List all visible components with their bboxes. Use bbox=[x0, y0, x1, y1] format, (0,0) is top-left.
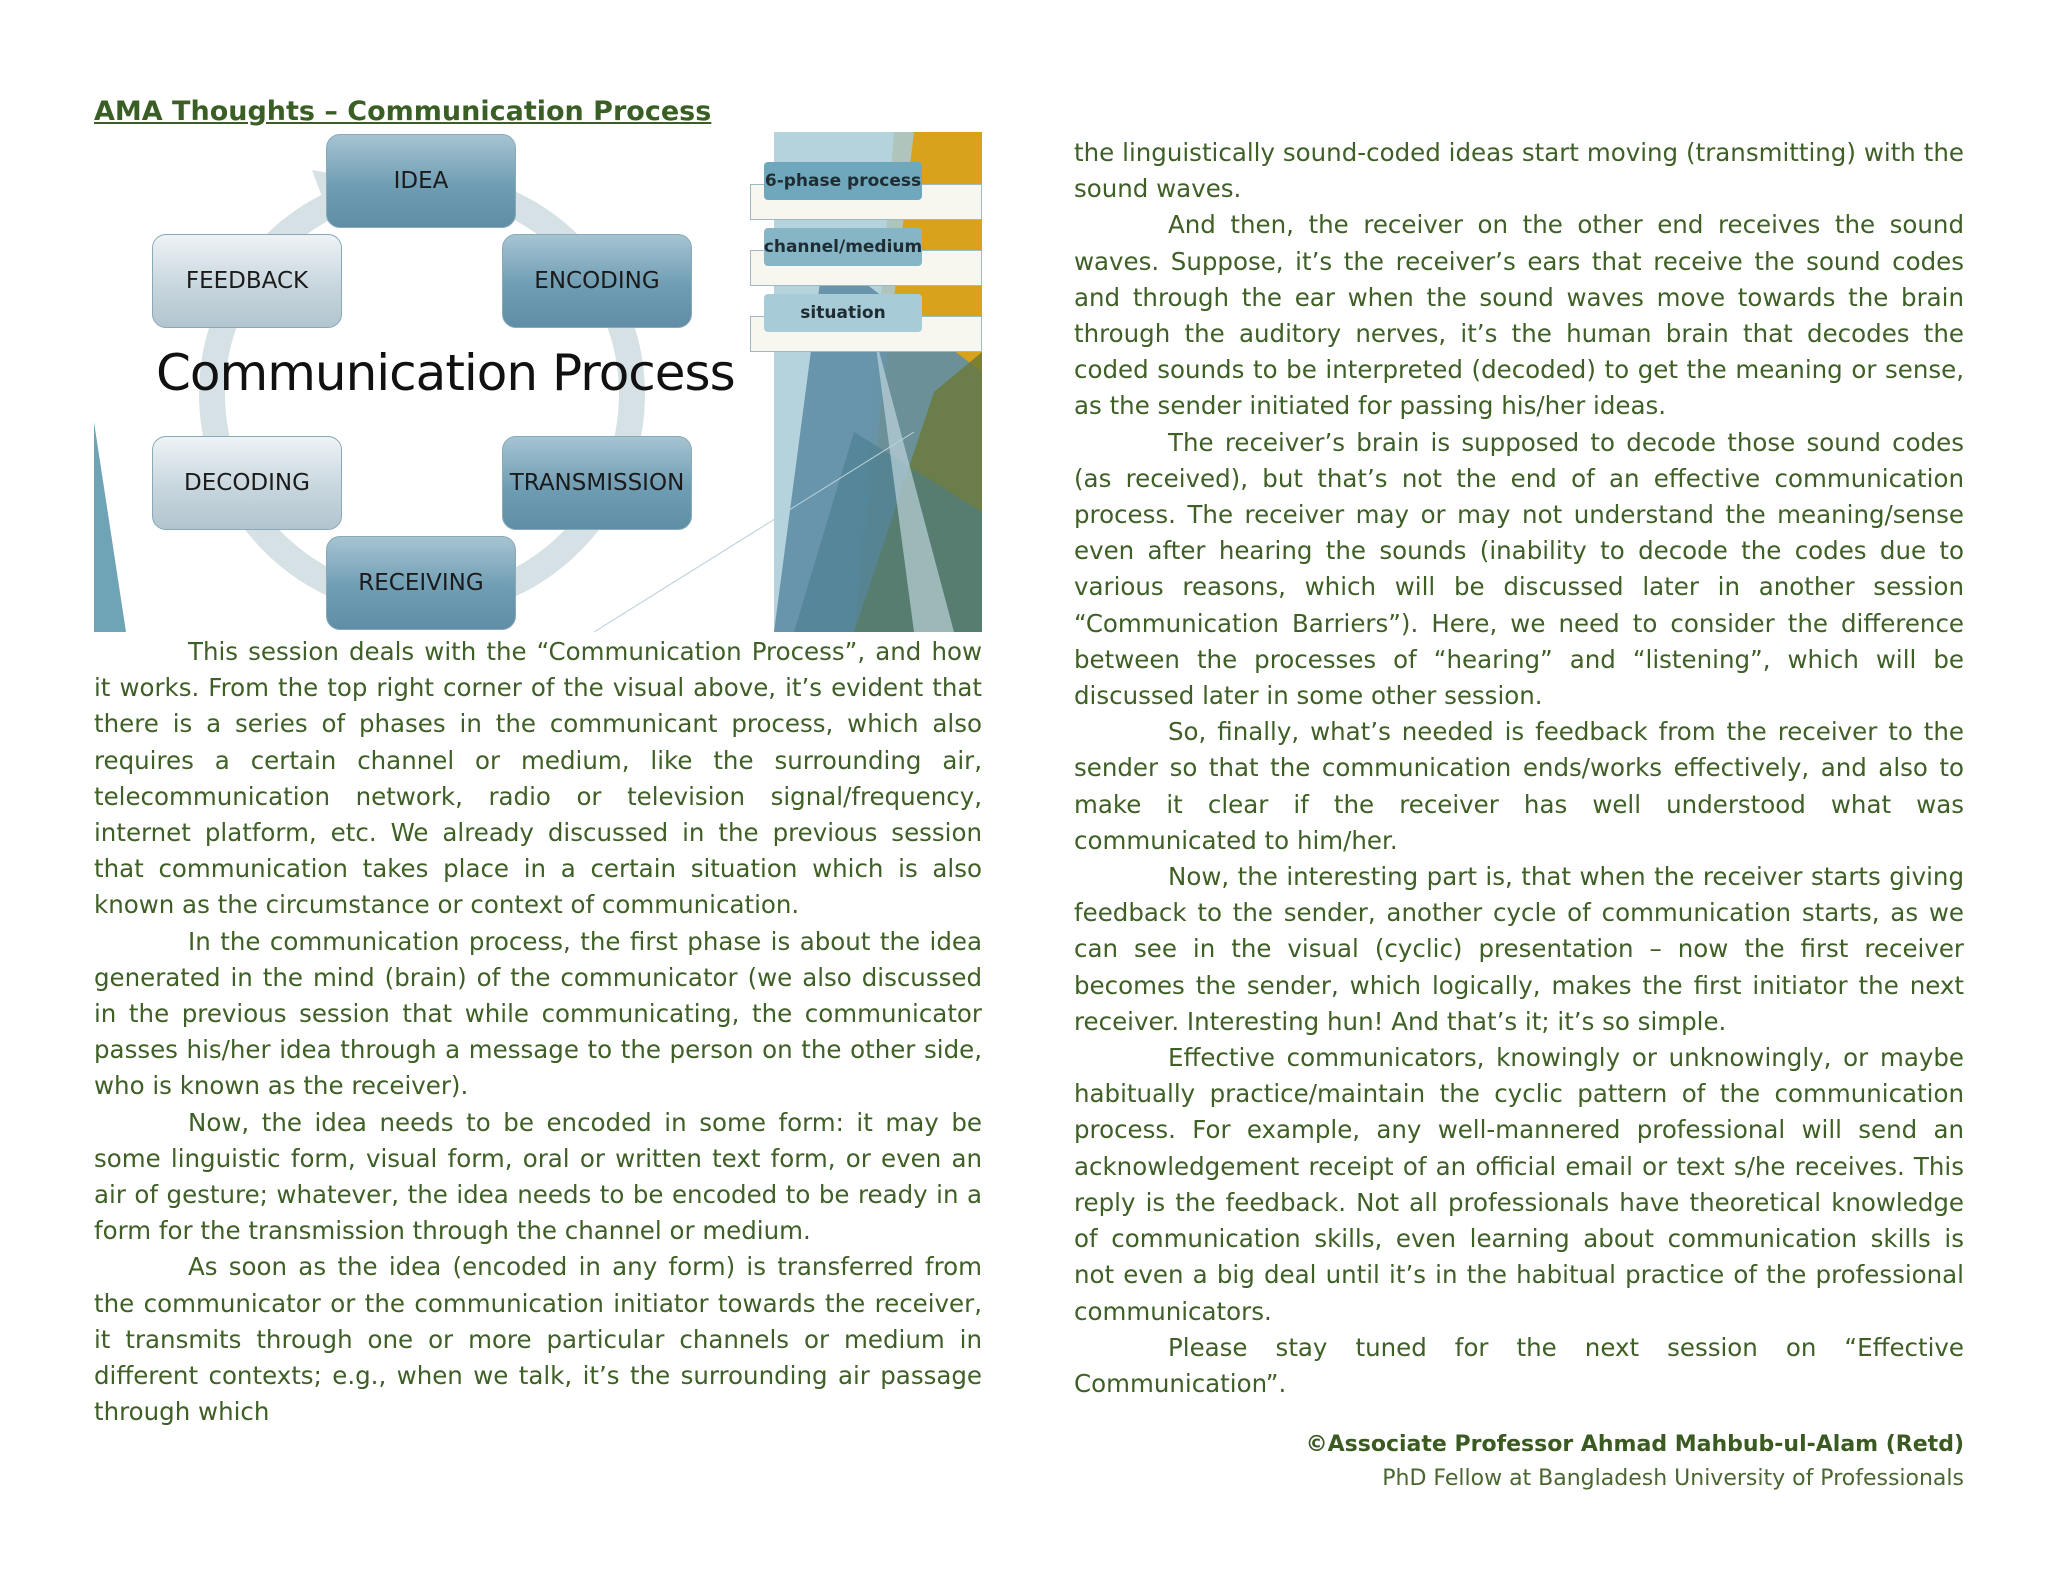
author-name: ©Associate Professor Ahmad Mahbub-ul-Alam (Retd) bbox=[1305, 1432, 1964, 1457]
phase-transmission: TRANSMISSION bbox=[502, 436, 692, 530]
phase-receiving: RECEIVING bbox=[326, 536, 516, 630]
right-column bbox=[1074, 135, 1964, 1402]
tag-channel-medium: channel/medium bbox=[764, 228, 922, 266]
phase-feedback: FEEDBACK bbox=[152, 234, 342, 328]
left-paragraph-3: Now, the idea needs to be encoded in some form: it may be some linguistic form, visual form, oral or written text form, or even an air of gesture; whatever, the idea needs to be encoded to be ready in a form for the transmission through the channel or medium. bbox=[94, 1107, 982, 1246]
tag-6-phase-process: 6-phase process bbox=[764, 162, 922, 200]
right-paragraph-3: So, finally, what’s needed is feedback from the receiver to the sender so that the communication ends/works effectively, and also to make it clear if the receiver has well understood what was communicated to him/her. bbox=[1074, 717, 1964, 855]
tag-situation: situation bbox=[764, 294, 922, 332]
left-column bbox=[94, 634, 982, 1430]
phase-idea: IDEA bbox=[326, 134, 516, 228]
right-paragraph-6: Please stay tuned for the next session on “Effective Communication”. bbox=[1074, 1332, 1964, 1398]
author-affiliation: PhD Fellow at Bangladesh University of Professionals bbox=[1382, 1466, 1964, 1491]
communication-process-diagram bbox=[94, 132, 982, 632]
right-paragraph-5: Effective communicators, knowingly or unknowingly, or maybe habitually practice/maintain the cyclic pattern of the communication process. For example, any well-mannered professional will send an acknowledgement receipt of an official email or text s/he receives. This reply is the feedback. Not all professionals have theoretical knowledge of communication skills, even learning about communication skills is not even a big deal until it’s in the habitual practice of the professional communicators. bbox=[1074, 1043, 1964, 1326]
right-paragraph-1: And then, the receiver on the other end receives the sound waves. Suppose, it’s the receiver’s ears that receive the sound codes and through the ear when the sound waves move towards the brain through the auditory nerves, it’s the human brain that decodes the coded sounds to be interpreted (decoded) to get the meaning or sense, as the sender initiated for passing his/her ideas. bbox=[1074, 210, 1964, 421]
page-title: AMA Thoughts – Communication Process bbox=[94, 96, 712, 127]
left-edge-shape bbox=[94, 422, 126, 632]
phase-decoding: DECODING bbox=[152, 436, 342, 530]
diagram-title: Communication Process bbox=[156, 344, 735, 402]
left-paragraph-2: In the communication process, the first phase is about the idea generated in the mind (brain) of the communicator (we also discussed in the previous session that while communicating, the communicator passes his/her idea through a message to the person on the other side, who is known as the receiver). bbox=[94, 926, 982, 1101]
left-paragraph-1: This session deals with the “Communication Process”, and how it works. From the top right corner of the visual above, it’s evident that there is a series of phases in the communicant process, which also requires a certain channel or medium, like the surrounding air, telecommunication network, radio or television signal/frequency, internet platform, etc. We already discussed in the previous session that communication takes place in a certain situation which is also known as the circumstance or context of communication. bbox=[94, 637, 982, 920]
right-paragraph-4: Now, the interesting part is, that when the receiver starts giving feedback to the sender, another cycle of communication starts, as we can see in the visual (cyclic) presentation – now the first receiver becomes the sender, which logically, makes the first initiator the next receiver. Interesting hun! And that’s it; it’s so simple. bbox=[1074, 862, 1964, 1036]
right-paragraph-2: The receiver’s brain is supposed to decode those sound codes (as received), but that’s not the end of an effective communication process. The receiver may or may not understand the meaning/sense even after hearing the sounds (inability to decode the codes due to various reasons, which will be discussed later in another session “Communication Barriers”). Here, we need to consider the difference between the processes of “hearing” and “listening”, which will be discussed later in some other session. bbox=[1074, 427, 1964, 711]
phase-encoding: ENCODING bbox=[502, 234, 692, 328]
left-paragraph-4: As soon as the idea (encoded in any form) is transferred from the communicator or the communication initiator towards the receiver, it transmits through one or more particular channels or medium in different contexts; e.g., when we talk, it’s the surrounding air passage through which bbox=[94, 1252, 982, 1427]
right-continuation: the linguistically sound-coded ideas start moving (transmitting) with the sound waves. bbox=[1074, 138, 1964, 204]
